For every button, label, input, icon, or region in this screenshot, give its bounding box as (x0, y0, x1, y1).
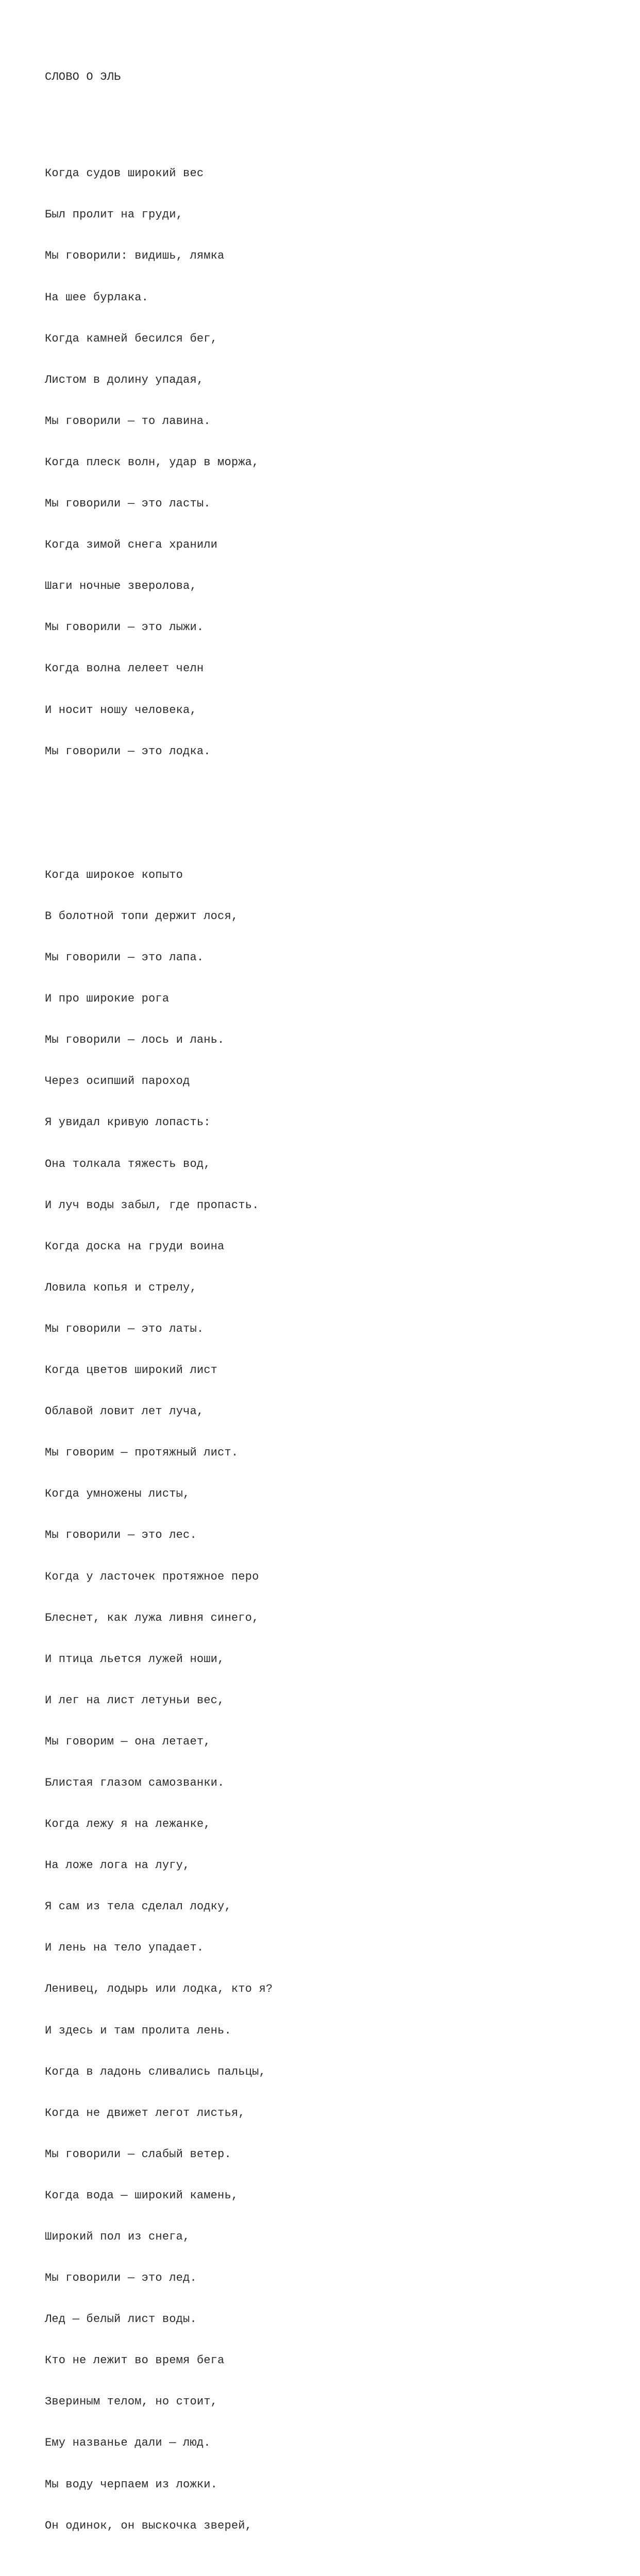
poem-line: Мы говорили — это лапа. (45, 951, 204, 964)
poem-line: Мы говорим — протяжный лист. (45, 1446, 239, 1460)
poem-line: И луч воды забыл, где пропасть. (45, 1198, 259, 1212)
poem-line: Когда у ласточек протяжное перо (45, 1570, 259, 1583)
poem-line: Когда не движет легот листья, (45, 2106, 245, 2120)
poem-line: Блеснет, как лужа ливня синего, (45, 1611, 259, 1624)
poem-line: Мы говорили — то лавина. (45, 414, 211, 428)
poem-line: Он одинок, он выскочка зверей, (45, 2519, 252, 2532)
poem-line: На ложе лога на лугу, (45, 1859, 190, 1872)
poem-text (45, 43, 273, 2576)
poem-line: Лед — белый лист воды. (45, 2313, 197, 2326)
poem-line: Ленивец, лодырь или лодка, кто я? (45, 1982, 273, 1996)
poem-line: Мы говорили: видишь, лямка (45, 249, 225, 263)
poem-line: Мы говорили — это латы. (45, 1322, 204, 1335)
poem-line: На шее бурлака. (45, 291, 149, 304)
poem-line: Мы говорим — она летает, (45, 1735, 211, 1748)
poem-title: СЛОВО О ЭЛЬ (45, 71, 121, 84)
poem-line: Когда в ладонь сливались пальцы, (45, 2065, 266, 2078)
poem-line: И носит ношу человека, (45, 703, 197, 717)
poem-line: Мы говорили — это лед. (45, 2272, 197, 2285)
poem-line: Широкий пол из снега, (45, 2230, 190, 2243)
poem-line: Мы говорили — это ласты. (45, 497, 211, 511)
poem-line: Когда умножены листы, (45, 1487, 190, 1501)
poem-line: Мы говорили — это лодка. (45, 744, 211, 758)
poem-line: Когда доска на груди воина (45, 1240, 225, 1253)
poem-line: Когда лежу я на лежанке, (45, 1818, 211, 1831)
poem-line: В болотной топи держит лося, (45, 910, 239, 923)
stanza-2 (45, 841, 273, 2561)
poem-line: Был пролит на груди, (45, 208, 183, 222)
poem-line: Мы говорили — лось и лань. (45, 1033, 225, 1047)
poem-line: Когда цветов широкий лист (45, 1364, 218, 1377)
poem-line: Ему названье дали — люд. (45, 2436, 211, 2450)
poem-line: Через осипший пароход (45, 1075, 190, 1088)
poem-line: Мы воду черпаем из ложки. (45, 2478, 218, 2491)
poem-line: Когда широкое копыто (45, 868, 183, 882)
poem-line: И лень на тело упадает. (45, 1941, 204, 1955)
poem-line: И здесь и там пролита лень. (45, 2024, 231, 2037)
poem-line: И про широкие рога (45, 992, 170, 1006)
poem-line: Когда плеск волн, удар в моржа, (45, 455, 259, 469)
poem-line: Когда вода — широкий камень, (45, 2189, 239, 2202)
poem-line: Облавой ловит лет луча, (45, 1405, 204, 1418)
poem-line: Блистая глазом самозванки. (45, 1776, 225, 1789)
stanza-1 (45, 140, 273, 786)
poem-line: И лег на лист летуньи вес, (45, 1693, 225, 1707)
poem-line: Я сам из тела сделал лодку, (45, 1900, 231, 1913)
poem-line: Я увидал кривую лопасть: (45, 1116, 211, 1129)
poem-line: Когда волна лелеет челн (45, 662, 204, 675)
poem-line: Когда камней бесился бег, (45, 332, 218, 345)
poem-line: Когда судов широкий вес (45, 167, 204, 180)
poem-line: Когда зимой снега хранили (45, 538, 218, 552)
poem-line: Кто не лежит во время бега (45, 2354, 225, 2367)
poem-line: И птица льется лужей ноши, (45, 1652, 225, 1666)
poem-line: Мы говорили — это лес. (45, 1529, 197, 1542)
poem-line: Мы говорили — слабый ветер. (45, 2147, 231, 2161)
poem-line: Мы говорили — это лыжи. (45, 621, 204, 634)
poem-line: Ловила копья и стрелу, (45, 1281, 197, 1294)
poem-line: Она толкала тяжесть вод, (45, 1157, 211, 1171)
poem-line: Листом в долину упадая, (45, 373, 204, 386)
poem-line: Шаги ночные зверолова, (45, 580, 197, 593)
poem-line: Звериным телом, но стоит, (45, 2395, 218, 2409)
